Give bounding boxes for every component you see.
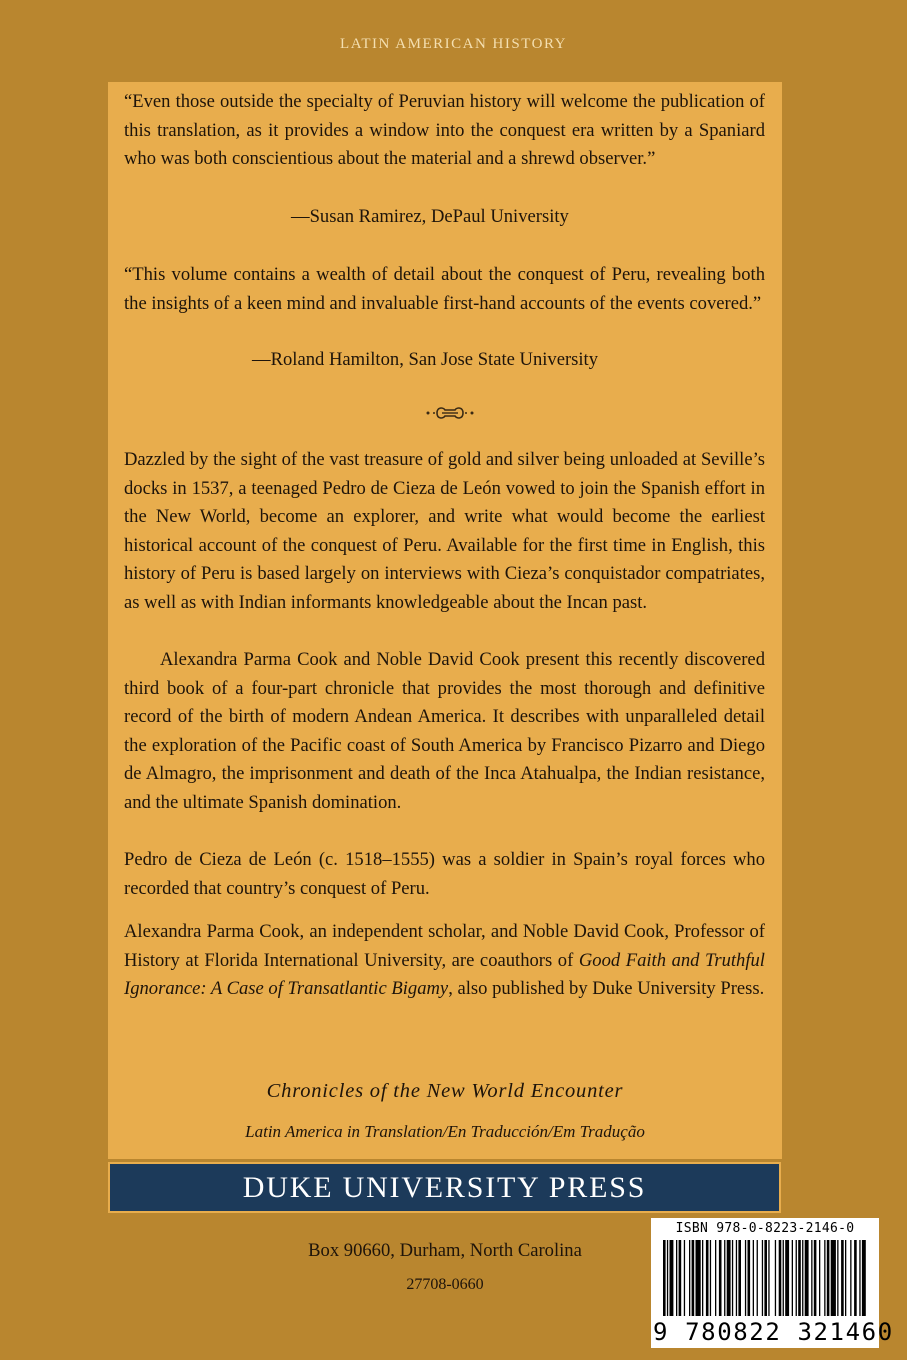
description-paragraph-2: Alexandra Parma Cook and Noble David Cook present this recently discovered third book of a four-part chronicle that provides the most thorough and definitive record of the birth of modern Andean America. It describes with unparalleled detail the exploration of the Pacific coast of South America by Francisco Pizarro and Diego de Almagro, the imprisonment and death of the Inca Atahualpa, the Indian resistance, and the ultimate Spanish domination. bbox=[124, 649, 765, 813]
blurb-attribution-1: —Susan Ramirez, DePaul University bbox=[291, 206, 569, 227]
publisher-name: DUKE UNIVERSITY PRESS bbox=[108, 1162, 781, 1213]
series-subtitle: Latin America in Translation/En Traducción/Em Tradução bbox=[245, 1122, 645, 1141]
description-paragraph-1: Dazzled by the sight of the vast treasure of gold and silver being unloaded at Seville’s docks in 1537, a teenaged Pedro de Cieza de León vowed to join the Spanish effort in the New World, become an explorer, and write what would become the earliest historical account of the conquest of Peru. Available for the first time in English, this history of Peru is based largely on interviews with Cieza’s conquistador compatriates, as well as with Indian informants knowledgeable about the Incan past. bbox=[124, 449, 765, 613]
isbn-label: ISBN 978-0-8223-2146-0 bbox=[675, 1221, 855, 1236]
series-title: Chronicles of the New World Encounter bbox=[266, 1080, 624, 1102]
publisher-address: Box 90660, Durham, North Carolina bbox=[308, 1240, 582, 1261]
ornament-icon bbox=[425, 402, 475, 424]
blurb-attribution-2: —Roland Hamilton, San Jose State University bbox=[252, 349, 599, 370]
bio-cooks-text-end: , also published by Duke University Press. bbox=[448, 978, 765, 1000]
blurb-quote-1: “Even those outside the specialty of Peruvian history will welcome the publication of this translation, as it provides a window into the conquest era written by a Spaniard who was both conscientious about the material and a shrewd observer.” bbox=[124, 91, 765, 170]
bio-cooks bbox=[124, 918, 765, 1004]
bio-cooks-book-title: Good Faith and Truthful Ignorance: A Case of Transatlantic Bigamy bbox=[124, 949, 765, 1000]
publisher-zip: 27708-0660 bbox=[406, 1276, 484, 1293]
isbn-barcode bbox=[651, 1218, 894, 1348]
blurb-quote-2: “This volume contains a wealth of detail about the conquest of Peru, revealing both the insights of a keen mind and invaluable first-hand accounts of the events covered.” bbox=[124, 264, 765, 314]
bio-cooks-text: Alexandra Parma Cook, an independent scholar, and Noble David Cook, Professor of History at Florida International University, are coauthors of bbox=[124, 921, 765, 971]
bio-cieza: Pedro de Cieza de León (c. 1518–1555) was a soldier in Spain’s royal forces who recorded that country’s conquest of Peru. bbox=[124, 849, 765, 899]
category-label: LATIN AMERICAN HISTORY bbox=[340, 36, 567, 52]
barcode-digits: 9 780822 321460 bbox=[653, 1318, 894, 1346]
